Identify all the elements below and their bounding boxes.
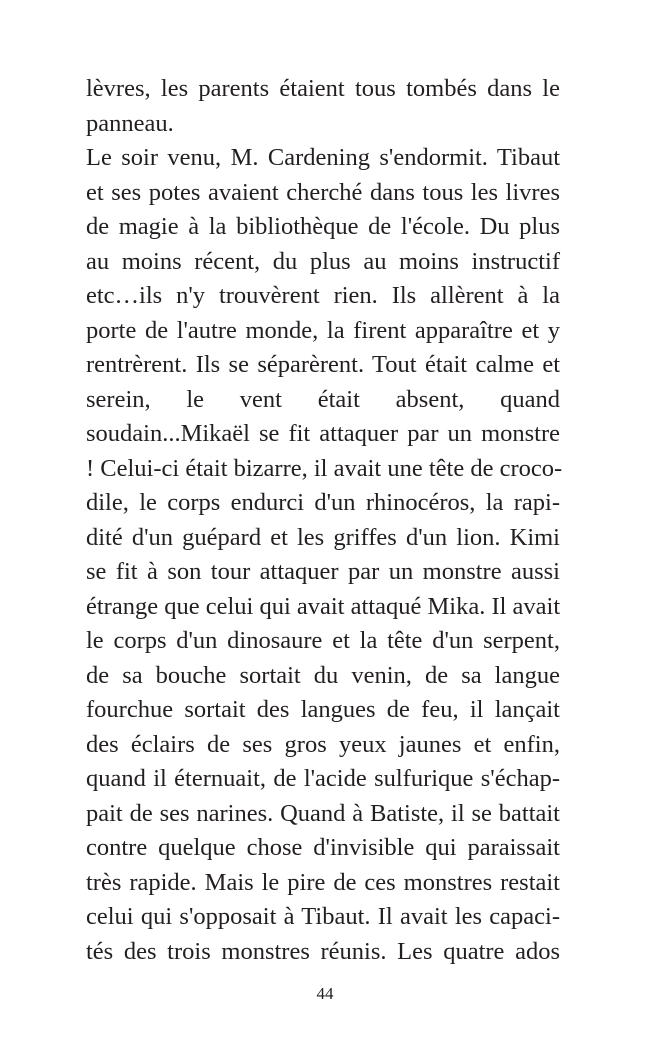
text-line: fourchue sortait des langues de feu, il lançait bbox=[86, 696, 560, 723]
text-line: lèvres, les parents étaient tous tombés dans le bbox=[86, 75, 560, 102]
text-line: quand il éternuait, de l'acide sulfurique s'échap- bbox=[86, 765, 560, 792]
text-line: etc…ils n'y trouvèrent rien. Ils allèrent à la bbox=[86, 282, 560, 309]
text-line: serein, le vent était absent, quand bbox=[86, 385, 560, 413]
text-line: pait de ses narines. Quand à Batiste, il se battait bbox=[86, 799, 560, 827]
text-line: de magie à la bibliothèque de l'école. Du plus bbox=[86, 213, 560, 240]
text-line: soudain...Mikaël se fit attaquer par un monstre bbox=[86, 420, 560, 447]
text-line: Le soir venu, M. Cardening s'endormit. Tibaut bbox=[86, 144, 560, 171]
text-line: contre quelque chose d'invisible qui paraissait bbox=[86, 834, 560, 861]
page-number: 44 bbox=[316, 984, 334, 1003]
text-line: tés des trois monstres réunis. Les quatre ados bbox=[86, 937, 560, 965]
text-line: rentrèrent. Ils se séparèrent. Tout était calme et bbox=[86, 351, 560, 378]
text-line: se fit à son tour attaquer par un monstre aussi bbox=[86, 558, 560, 585]
text-line: ! Celui-ci était bizarre, il avait une tête de croco- bbox=[86, 454, 563, 482]
text-line: dile, le corps endurci d'un rhinocéros, la rapi- bbox=[86, 489, 560, 516]
text-line: le corps d'un dinosaure et la tête d'un serpent, bbox=[86, 627, 560, 654]
text-line: de sa bouche sortait du venin, de sa langue bbox=[86, 661, 560, 689]
text-line: dité d'un guépard et les griffes d'un lion. Kimi bbox=[86, 523, 560, 551]
text-line: et ses potes avaient cherché dans tous les livres bbox=[86, 178, 560, 206]
text-line: au moins récent, du plus au moins instructif bbox=[86, 247, 560, 275]
text-line: panneau. bbox=[86, 109, 174, 137]
text-line: celui qui s'opposait à Tibaut. Il avait les capaci- bbox=[86, 903, 560, 930]
text-line: étrange que celui qui avait attaqué Mika. Il avait bbox=[86, 592, 561, 620]
text-line: porte de l'autre monde, la firent apparaître et y bbox=[86, 316, 560, 344]
text-line: des éclairs de ses gros yeux jaunes et enfin, bbox=[86, 730, 560, 758]
text-line: très rapide. Mais le pire de ces monstres restait bbox=[86, 868, 560, 896]
body-text bbox=[86, 72, 563, 969]
